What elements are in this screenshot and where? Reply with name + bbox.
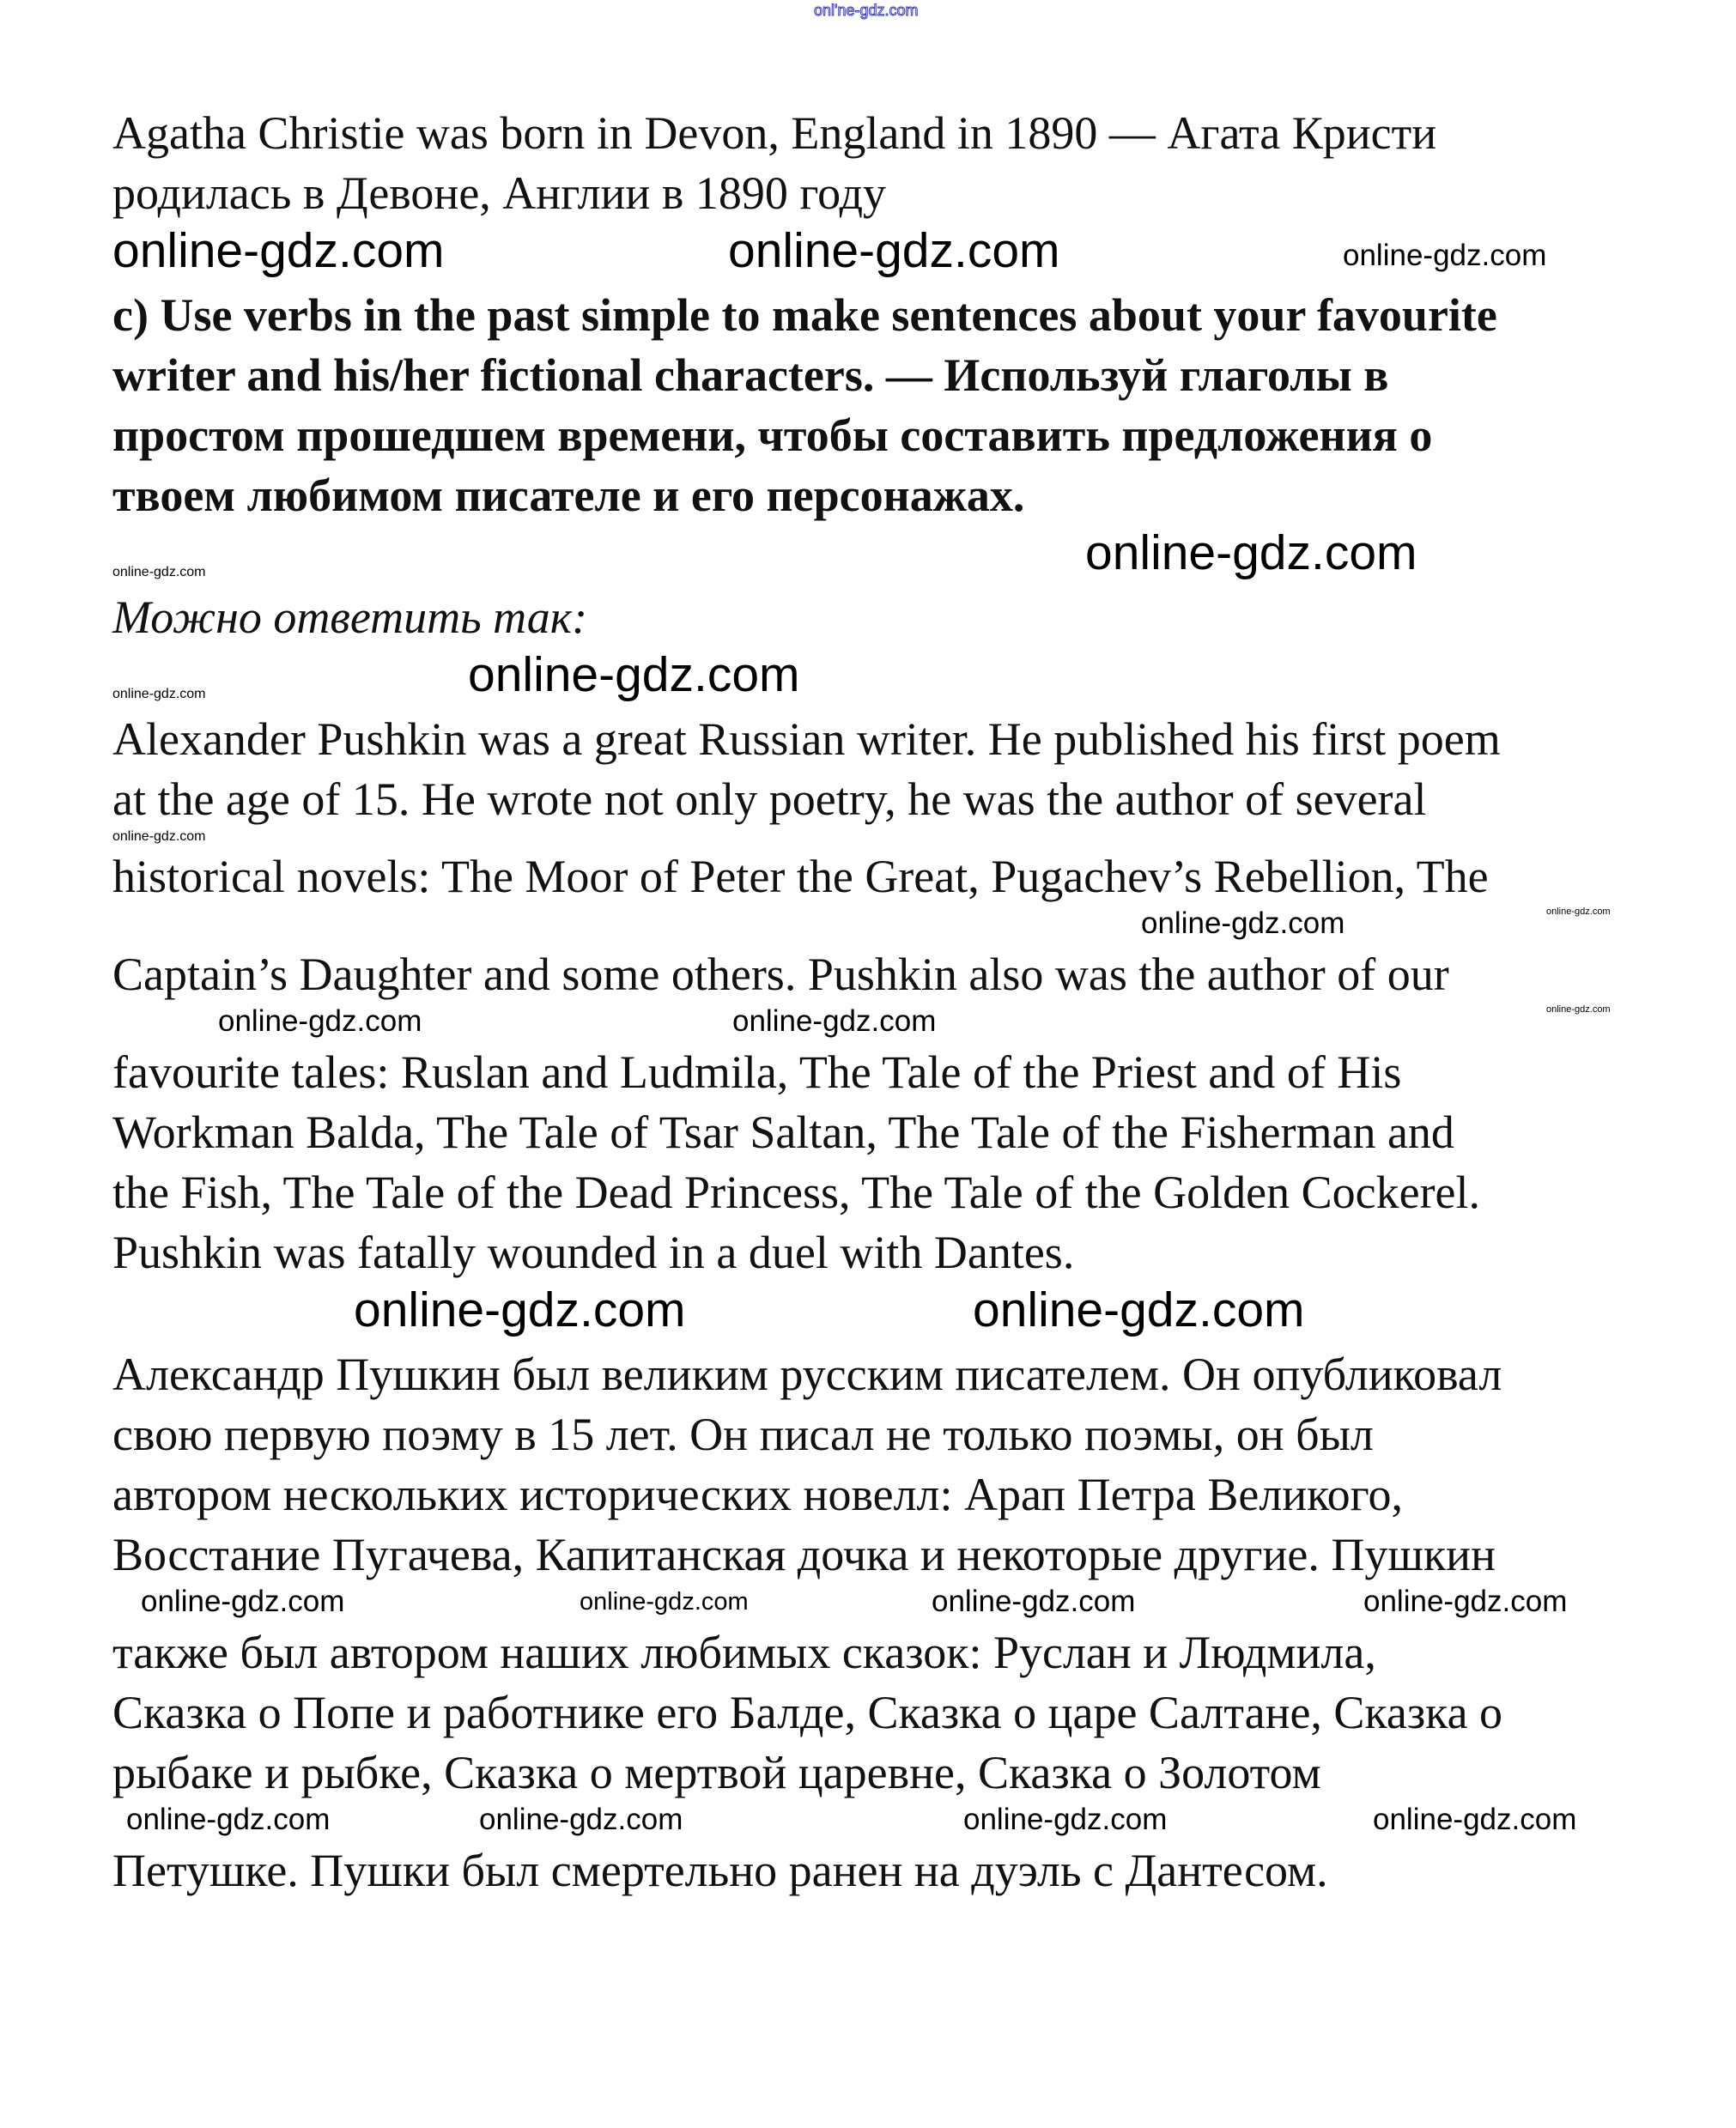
watermark-row xyxy=(0,647,1736,709)
watermark: online-gdz.com xyxy=(141,1585,345,1618)
watermark: online-gdz.com xyxy=(1343,239,1547,272)
watermark: online-gdz.com xyxy=(468,647,800,702)
watermark: online-gdz.com xyxy=(354,1282,686,1337)
text-line: at the age of 15. He wrote not only poetry, he was the author of several xyxy=(112,773,1427,825)
watermark: online-gdz.com xyxy=(1141,906,1345,940)
text-line: автором нескольких исторических новелл: Арап Петра Великого, xyxy=(112,1469,1403,1520)
task-heading-line: твоем любимом писателе и его персонажах. xyxy=(112,470,1025,521)
watermark: online-gdz.com xyxy=(732,1004,937,1038)
watermark-row xyxy=(0,1004,1736,1042)
top-watermark: onl'ne-gdz.com xyxy=(814,2,919,19)
watermark-row xyxy=(0,525,1736,587)
text-line: Agatha Christie was born in Devon, England in 1890 — Агата Кристи xyxy=(112,107,1437,159)
watermark: online-gdz.com xyxy=(932,1585,1136,1618)
watermark: online-gdz.com xyxy=(963,1803,1168,1836)
watermark-row xyxy=(0,1282,1736,1344)
text-line: Workman Balda, The Tale of Tsar Saltan, The Tale of the Fisherman and xyxy=(112,1106,1454,1158)
watermark: online-gdz.com xyxy=(1085,525,1417,580)
watermark: online-gdz.com xyxy=(1546,906,1611,917)
watermark: online-gdz.com xyxy=(973,1282,1305,1337)
text-line: the Fish, The Tale of the Dead Princess, The Tale of the Golden Cockerel. xyxy=(112,1167,1481,1218)
watermark-row xyxy=(0,829,1736,846)
watermark-row xyxy=(0,223,1736,285)
text-line: рыбаке и рыбке, Сказка о мертвой царевне, Сказка о Золотом xyxy=(112,1747,1321,1798)
watermark-row xyxy=(0,1803,1736,1840)
watermark: online-gdz.com xyxy=(126,1803,331,1836)
watermark: online-gdz.com xyxy=(112,565,206,579)
watermark: online-gdz.com xyxy=(112,223,445,278)
watermark: online-gdz.com xyxy=(728,223,1060,278)
watermark: online-gdz.com xyxy=(1373,1803,1577,1836)
watermark: online-gdz.com xyxy=(580,1588,749,1616)
task-heading-line: простом прошедшем времени, чтобы составить предложения о xyxy=(112,409,1433,461)
text-line: родилась в Девоне, Англии в 1890 году xyxy=(112,167,887,219)
text-line: Alexander Pushkin was a great Russian writer. He published his first poem xyxy=(112,713,1501,765)
watermark: online-gdz.com xyxy=(218,1004,422,1038)
text-line: Сказка о Попе и работнике его Балде, Сказка о царе Салтане, Сказка о xyxy=(112,1687,1503,1738)
watermark: online-gdz.com xyxy=(1363,1585,1568,1618)
watermark-row xyxy=(0,1585,1736,1622)
document-text xyxy=(0,103,1736,1901)
text-line: Александр Пушкин был великим русским писателем. Он опубликовал xyxy=(112,1349,1502,1400)
text-line: Captain’s Daughter and some others. Pushkin also was the author of our xyxy=(112,949,1449,1000)
watermark-row xyxy=(0,906,1736,944)
text-line: Петушке. Пушки был смертельно ранен на дуэль с Дантесом. xyxy=(112,1845,1328,1896)
text-line: свою первую поэму в 15 лет. Он писал не только поэмы, он был xyxy=(112,1409,1374,1460)
task-heading-line: writer and his/her fictional characters. — Используй глаголы в xyxy=(112,349,1389,401)
text-line: historical novels: The Moor of Peter the Great, Pugachev’s Rebellion, The xyxy=(112,851,1489,902)
answer-intro: Можно ответить так: xyxy=(112,591,588,643)
watermark: online-gdz.com xyxy=(1546,1004,1611,1015)
text-line: также был автором наших любимых сказок: Руслан и Людмила, xyxy=(112,1627,1376,1678)
watermark: online-gdz.com xyxy=(112,829,206,844)
text-line: Восстание Пугачева, Капитанская дочка и некоторые другие. Пушкин xyxy=(112,1529,1496,1580)
task-heading-line: c) Use verbs in the past simple to make sentences about your favourite xyxy=(112,289,1497,341)
watermark: online-gdz.com xyxy=(479,1803,683,1836)
text-line: Pushkin was fatally wounded in a duel with Dantes. xyxy=(112,1227,1075,1278)
text-line: favourite tales: Ruslan and Ludmila, The Tale of the Priest and of His xyxy=(112,1046,1402,1098)
watermark: online-gdz.com xyxy=(112,687,206,701)
